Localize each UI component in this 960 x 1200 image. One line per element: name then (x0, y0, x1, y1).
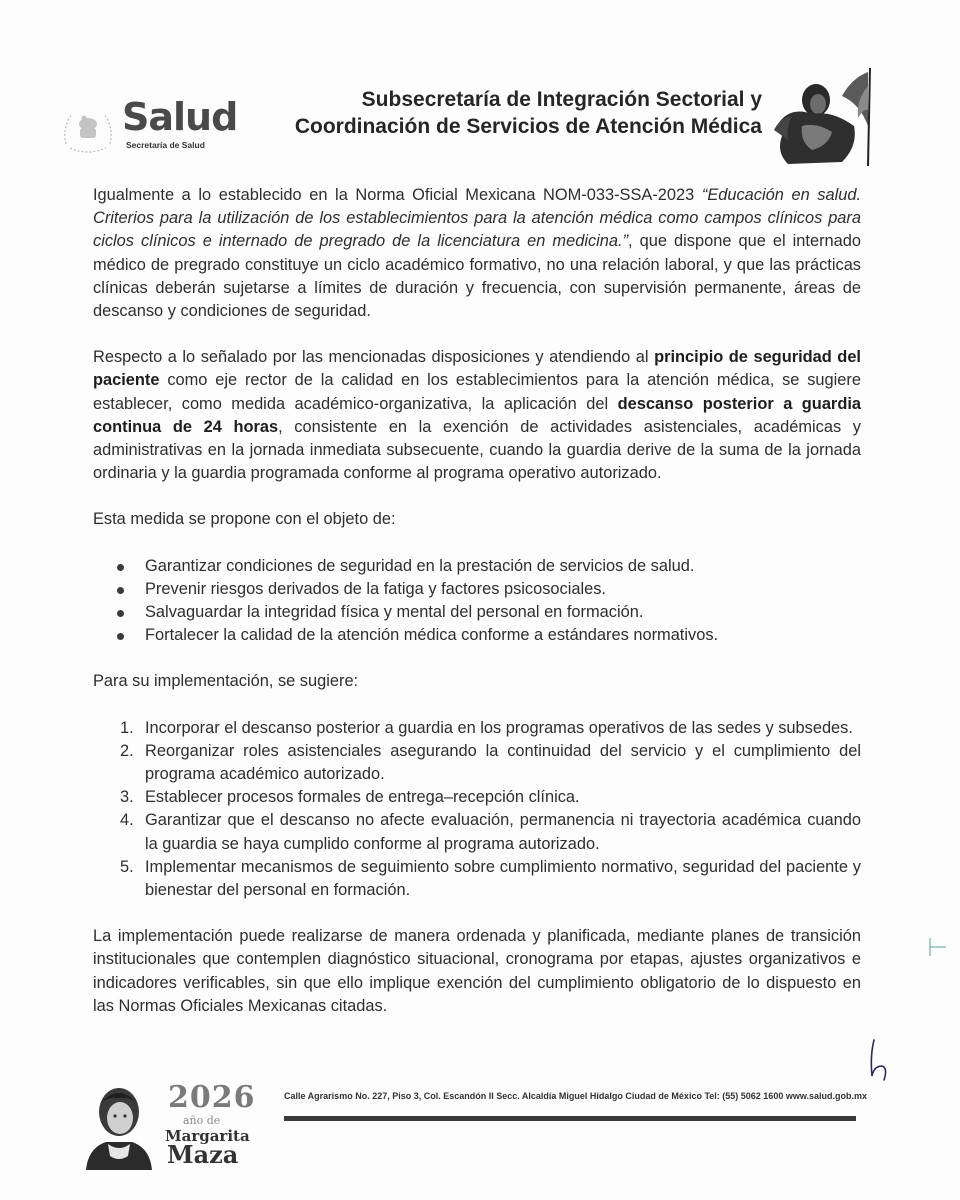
brand-name: Salud (122, 95, 238, 139)
agency-title-line1: Subsecretaría de Integración Sectorial y (361, 88, 762, 111)
objective-text: Fortalecer la calidad de la atención médica conforme a estándares normativos. (145, 626, 719, 645)
step-number: 1. (120, 718, 134, 737)
list-item (93, 809, 861, 855)
paragraph1-text-a: Igualmente a lo establecido en la Norma Oficial Mexicana NOM-033-SSA-2023 (93, 186, 702, 204)
list-item (93, 601, 861, 624)
list-item (93, 786, 861, 809)
step-text: Implementar mecanismos de seguimiento sobre cumplimiento normativo, seguridad del paciente y bienestar del personal en formación. (145, 857, 861, 900)
paragraph1-text-b: , que dispone que el internado médico de pregrado constituye un ciclo académico formativo, no una relación laboral, y que las prácticas clínicas deberán sujetarse a límites de duración y frecuencia, con supervisión permanente, áreas de descanso y condiciones de seguridad. (93, 232, 861, 321)
implementation-intro: Para su implementación, se sugiere: (93, 672, 359, 691)
flag-bearer-emblem-icon (772, 66, 882, 170)
objective-text: Salvaguardar la integridad física y mental del personal en formación. (145, 603, 644, 622)
step-text: Establecer procesos formales de entrega–recepción clínica. (145, 788, 580, 807)
brand-subtitle: Secretaría de Salud (126, 140, 205, 150)
bullet-icon (117, 610, 124, 617)
step-number: 5. (120, 857, 134, 876)
footer-address: Calle Agrarismo No. 227, Piso 3, Col. Escandón II Secc. Alcaldía Miguel Hidalgo Ciudad de México Tel: (55) 5062 1600 www.salud.gob.mx (284, 1091, 868, 1101)
footer-honoree-first: Margarita (165, 1127, 250, 1145)
bullet-icon (117, 564, 124, 571)
agency-title (270, 86, 762, 140)
closing-paragraph: La implementación puede realizarse de manera ordenada y planificada, mediante planes de transición institucionales que contemplen diagnóstico situacional, cronograma por etapas, ajustes organizativos e indicadores verificables, sin que ello implique exención del cumplimiento obligatorio de lo dispuesto en las Normas Oficiales Mexicanas citadas. (93, 927, 861, 1015)
margarita-maza-portrait-icon (78, 1078, 160, 1170)
list-item (93, 717, 861, 740)
bullet-icon (117, 587, 124, 594)
paragraph2-text-b: como eje rector de la calidad en los establecimientos para la atención médica, se sugiere establecer, como medida académico-organizativa, la aplicación del (93, 371, 861, 413)
nom-title-italic: “Educación en salud. Criterios para la utilización de los establecimientos para la atención médica como campos clínicos para ciclos clínicos e internado de pregrado de la licenciatura en medicina.” (93, 186, 862, 251)
step-number: 3. (120, 788, 134, 807)
rest-measure-emphasis: descanso posterior a guardia continua de 24 horas (93, 394, 861, 436)
bullet-icon (117, 633, 124, 640)
paragraph-nom-reference (93, 184, 861, 323)
letter-body (93, 184, 861, 1018)
footer-year: 2026 (168, 1080, 256, 1115)
step-text: Incorporar el descanso posterior a guardia en los programas operativos de las sedes y subsedes. (145, 718, 853, 737)
step-text: Reorganizar roles asistenciales asegurando la continuidad del servicio y el cumplimiento del programa académico autorizado. (145, 741, 861, 784)
list-item (93, 740, 861, 786)
principle-emphasis: principio de seguridad del paciente (93, 348, 861, 390)
agency-title-line2: Coordinación de Servicios de Atención Médica (294, 115, 762, 138)
list-item (93, 555, 861, 578)
step-number: 4. (120, 811, 134, 830)
implementation-steps (93, 717, 861, 903)
objective-text: Garantizar condiciones de seguridad en la prestación de servicios de salud. (145, 556, 695, 575)
objective-text: Prevenir riesgos derivados de la fatiga y factores psicosociales. (145, 579, 606, 598)
paragraph-patient-safety (93, 346, 861, 485)
footer-divider (284, 1116, 856, 1121)
objective-intro: Esta medida se propone con el objeto de: (93, 510, 396, 529)
list-item (93, 578, 861, 601)
footer-honoree-last: Maza (167, 1140, 239, 1169)
national-seal-icon (58, 104, 118, 156)
step-text: Garantizar que el descanso no afecte evaluación, permanencia ni trayectoria académica cuando la guardia se haya cumplido conforme al programa autorizado. (145, 811, 861, 853)
handwritten-initial-icon (864, 1036, 894, 1086)
objectives-list (93, 555, 861, 648)
letterhead (0, 0, 960, 175)
paragraph2-text-c: , consistente en la exención de actividades asistenciales, académicas y administrativas en la jornada inmediata subsecuente, cuando la guardia derive de la suma de la jornada ordinaria y la guardia programada conforme al programa operativo autorizado. (93, 417, 861, 483)
paragraph2-text-a: Respecto a lo señalado por las mencionadas disposiciones y atendiendo al (93, 348, 655, 367)
list-item (93, 624, 861, 647)
footer-year-subtitle: año de (183, 1114, 221, 1127)
list-item (93, 856, 861, 902)
scan-edge-mark-icon (928, 936, 948, 958)
step-number: 2. (120, 741, 134, 760)
